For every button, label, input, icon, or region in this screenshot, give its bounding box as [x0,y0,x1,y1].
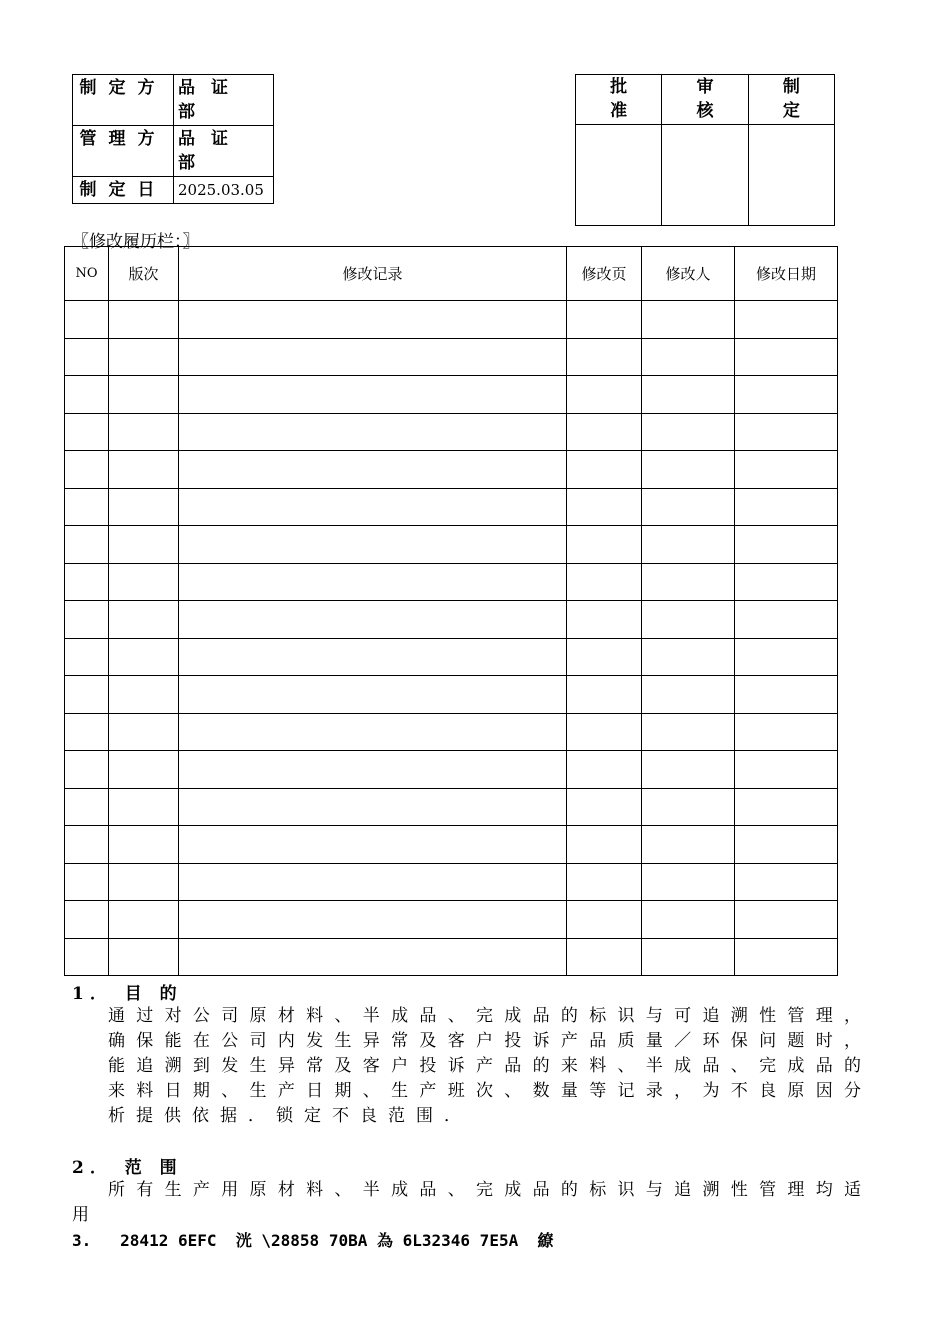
review-header: 审核 [662,75,748,125]
table-cell [642,788,735,826]
table-cell [179,901,567,939]
issue-date-value: 2025.03.05 [174,177,274,204]
table-cell [179,563,567,601]
table-cell [109,376,179,414]
table-cell [179,301,567,339]
table-cell [642,826,735,864]
table-cell [567,413,642,451]
table-cell [567,338,642,376]
table-cell [642,713,735,751]
table-row [65,563,838,601]
table-cell [642,488,735,526]
table-cell [735,863,838,901]
table-cell [735,751,838,789]
table-cell [567,451,642,489]
table-cell [109,676,179,714]
table-cell [179,751,567,789]
table-cell [735,376,838,414]
table-cell [179,488,567,526]
table-cell [567,526,642,564]
table-cell [567,301,642,339]
table-cell [567,713,642,751]
table-cell [179,638,567,676]
revision-history-body [65,301,838,976]
table-cell [567,376,642,414]
table-cell [109,526,179,564]
table-cell [109,713,179,751]
table-row [65,638,838,676]
table-row [65,601,838,639]
table-cell [567,826,642,864]
table-cell [65,563,109,601]
table-row [65,788,838,826]
table-cell [567,788,642,826]
table-cell [642,301,735,339]
issuer-value: 品证部 [174,75,274,126]
section-purpose [72,979,872,1129]
table-cell [65,526,109,564]
table-cell [65,338,109,376]
table-cell [179,413,567,451]
col-date: 修改日期 [735,247,838,301]
approve-header: 批准 [576,75,662,125]
manager-value: 品证部 [174,126,274,177]
table-cell [567,638,642,676]
table-cell [65,676,109,714]
table-cell [642,338,735,376]
table-cell [65,751,109,789]
table-cell [65,863,109,901]
manager-label: 管理方 [73,126,174,177]
signoff-table [575,74,835,226]
table-cell [642,901,735,939]
table-cell [65,713,109,751]
table-cell [735,788,838,826]
table-cell [642,413,735,451]
table-cell [735,938,838,976]
col-record: 修改记录 [179,247,567,301]
table-cell [179,788,567,826]
section-3-garbled-text: 3. 28412 6EFC 洸 \28858 70BA 為 6L32346 7E5A 繚 [72,1231,554,1250]
table-cell [642,751,735,789]
issue-date-label: 制定日 [73,177,174,204]
table-cell [735,638,838,676]
table-cell [642,638,735,676]
table-cell [567,601,642,639]
table-cell [65,413,109,451]
document-info-table [72,74,274,204]
table-row [65,338,838,376]
table-cell [179,826,567,864]
table-cell [65,376,109,414]
table-cell [567,863,642,901]
draft-signature-cell [748,125,834,226]
table-cell [109,301,179,339]
table-row [65,713,838,751]
table-cell [179,451,567,489]
col-no: NO [65,247,109,301]
section-scope [72,1153,872,1228]
table-cell [179,376,567,414]
table-row [65,451,838,489]
section-scope-heading: 2． 范 围 [72,1158,183,1178]
table-cell [109,638,179,676]
table-cell [642,863,735,901]
table-cell [642,526,735,564]
table-cell [179,863,567,901]
section-purpose-body: 通过对公司原材料、半成品、完成品的标识与可追溯性管理，确保能在公司内发生异常及客户投诉产品质量／环保问题时，能追溯到发生异常及客户投诉产品的来料、半成品、完成品的来料日期、生产日期、生产班次、数量等记录，为不良原因分析提供依据．锁定不良范围． [108,1006,872,1126]
table-cell [109,338,179,376]
table-cell [65,901,109,939]
table-row [65,938,838,976]
table-cell [735,713,838,751]
table-cell [642,376,735,414]
table-row [65,751,838,789]
table-cell [109,488,179,526]
table-cell [642,563,735,601]
table-cell [567,563,642,601]
table-cell [109,863,179,901]
table-row [65,301,838,339]
table-cell [735,338,838,376]
table-cell [642,938,735,976]
table-cell [567,938,642,976]
table-cell [179,713,567,751]
table-row [65,376,838,414]
table-cell [109,451,179,489]
table-cell [109,938,179,976]
table-row [65,676,838,714]
revision-history-title: 〖修改履历栏：〗 [72,232,200,252]
issuer-label: 制定方 [73,75,174,126]
table-cell [567,488,642,526]
table-cell [642,451,735,489]
table-cell [735,601,838,639]
table-cell [735,451,838,489]
table-row [65,826,838,864]
col-editor: 修改人 [642,247,735,301]
table-cell [109,826,179,864]
table-cell [65,601,109,639]
table-cell [109,601,179,639]
table-cell [179,601,567,639]
table-cell [642,676,735,714]
table-cell [567,901,642,939]
table-cell [109,413,179,451]
table-cell [567,751,642,789]
table-cell [179,338,567,376]
col-page: 修改页 [567,247,642,301]
table-cell [179,938,567,976]
table-cell [109,751,179,789]
table-cell [65,638,109,676]
table-cell [735,526,838,564]
table-row [65,488,838,526]
table-cell [735,563,838,601]
table-cell [735,413,838,451]
table-cell [109,563,179,601]
table-cell [735,826,838,864]
table-row [65,863,838,901]
table-cell [642,601,735,639]
table-cell [109,788,179,826]
table-cell [735,901,838,939]
section-scope-body: 所有生产用原材料、半成品、完成品的标识与追溯性管理均适用 [72,1180,872,1225]
col-version: 版次 [109,247,179,301]
table-cell [735,488,838,526]
table-cell [65,451,109,489]
table-row [65,526,838,564]
section-purpose-heading: 1． 目 的 [72,984,183,1004]
review-signature-cell [662,125,748,226]
table-cell [65,488,109,526]
table-row [65,413,838,451]
table-cell [735,676,838,714]
draft-header: 制定 [748,75,834,125]
table-cell [567,676,642,714]
revision-history-table [64,246,838,976]
table-cell [65,826,109,864]
table-cell [65,938,109,976]
table-row [65,901,838,939]
table-cell [735,301,838,339]
approve-signature-cell [576,125,662,226]
table-cell [109,901,179,939]
table-cell [179,526,567,564]
table-cell [65,301,109,339]
table-cell [65,788,109,826]
table-cell [179,676,567,714]
